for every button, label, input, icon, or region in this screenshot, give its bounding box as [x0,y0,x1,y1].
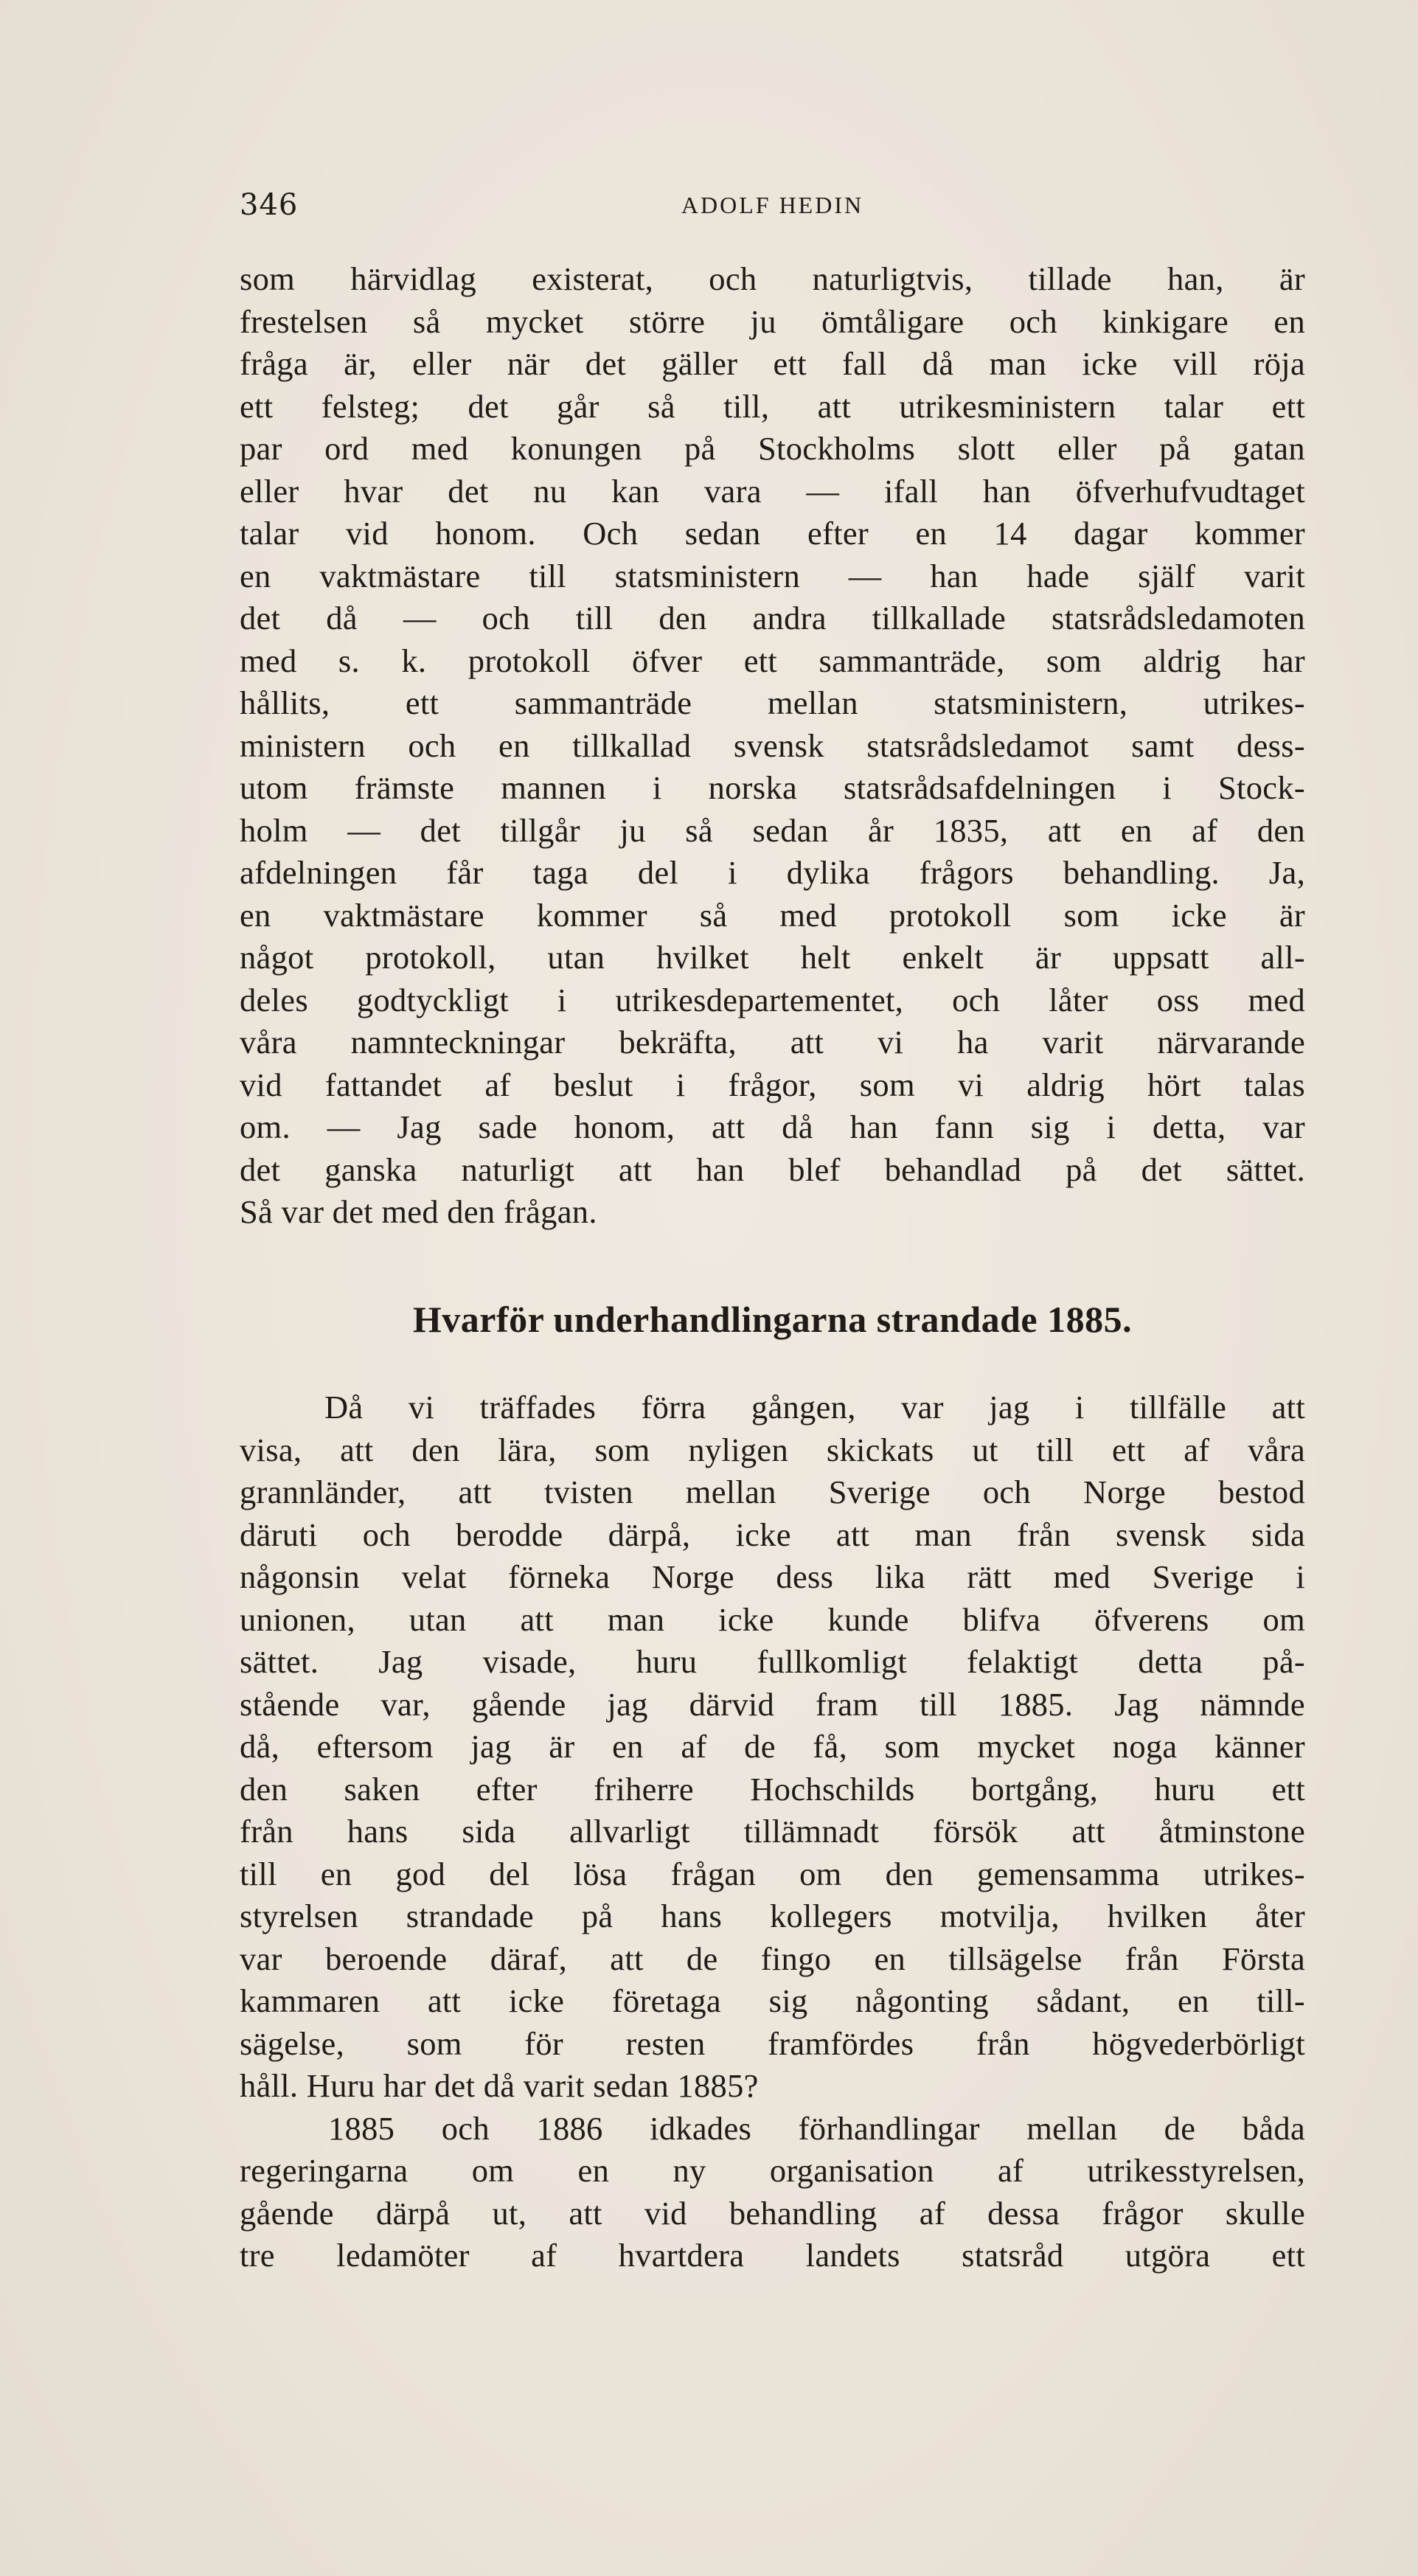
text-line: den saken efter friherre Hochschilds bortgång, huru ett [240,1770,1305,1808]
text-line: som härvidlag existerat, och naturligtvis, tillade han, är [240,260,1305,297]
page-number: 346 [240,188,299,222]
text-line: fråga är, eller när det gäller ett fall då man icke vill röja [240,345,1305,382]
text-line: med s. k. protokoll öfver ett sammanträde, som aldrig har [240,642,1305,679]
text-line: en vaktmästare kommer så med protokoll som icke är [240,896,1305,934]
text-line: deles godtyckligt i utrikesdepartementet, och låter oss med [240,981,1305,1018]
text-line: stående var, gående jag därvid fram till 1885. Jag nämnde [240,1685,1305,1723]
text-line: sägelse, som för resten framfördes från högvederbörligt [240,2024,1305,2062]
text-line: det ganska naturligt att han blef behandlad på det sättet. [240,1150,1305,1188]
text-line: regeringarna om en ny organisation af utrikesstyrelsen, [240,2152,1305,2189]
text-line: Så var det med den frågan. [240,1193,597,1230]
text-line: afdelningen får taga del i dylika frågors behandling. Ja, [240,854,1305,891]
text-line: ministern och en tillkallad svensk statsrådsledamot samt dess- [240,726,1305,764]
text-line: vid fattandet af beslut i frågor, som vi aldrig hört talas [240,1066,1305,1103]
text-line: håll. Huru har det då varit sedan 1885? [240,2067,759,2104]
text-line: par ord med konungen på Stockholms slott eller på gatan [240,430,1305,467]
text-line: sättet. Jag visade, huru fullkomligt felaktigt detta på- [240,1643,1305,1680]
text-line: visa, att den lära, som nyligen skickats ut till ett af våra [240,1431,1305,1468]
paragraph-one [240,258,1305,1234]
text-line: grannländer, att tvisten mellan Sverige och Norge bestod [240,1473,1305,1510]
text-line: frestelsen så mycket större ju ömtåligare och kinkigare en [240,302,1305,340]
text-line: ett felsteg; det går så till, att utrikesministern talar ett [240,387,1305,425]
running-head [240,188,1305,232]
text-line: tre ledamöter af hvartdera landets statsråd utgöra ett [240,2237,1305,2274]
text-line: eller hvar det nu kan vara — ifall han öfverhufvudtaget [240,472,1305,510]
text-line: 1885 och 1886 idkades förhandlingar mellan de båda [328,2109,1305,2147]
section-heading: Hvarför underhandlingarna strandade 1885. [412,1299,1133,1340]
text-line: kammaren att icke företaga sig någonting sådant, en till- [240,1982,1305,2019]
text-line: holm — det tillgår ju så sedan år 1835, att en af den [240,811,1305,849]
text-line: en vaktmästare till statsministern — han hade själf varit [240,557,1305,594]
text-line: våra namnteckningar bekräfta, att vi ha varit närvarande [240,1024,1305,1060]
text-line: däruti och berodde därpå, icke att man från svensk sida [240,1516,1305,1553]
paragraph-two [240,1386,1305,2277]
running-title: ADOLF HEDIN [681,192,864,218]
text-line: det då — och till den andra tillkallade statsrådsledamoten [240,600,1305,636]
text-line: då, eftersom jag är en af de få, som mycket noga känner [240,1728,1305,1765]
text-line: till en god del lösa frågan om den gemensamma utrikes- [240,1855,1305,1892]
text-line: unionen, utan att man icke kunde blifva öfverens om [240,1600,1305,1638]
text-line: gående därpå ut, att vid behandling af dessa frågor skulle [240,2194,1305,2232]
text-line: Då vi träffades förra gången, var jag i tillfälle att [324,1389,1305,1426]
text-line: talar vid honom. Och sedan efter en 14 dagar kommer [240,515,1305,552]
text-line: styrelsen strandade på hans kollegers motvilja, hvilken åter [240,1898,1305,1934]
text-line: något protokoll, utan hvilket helt enkelt är uppsatt all- [240,939,1305,976]
text-line: från hans sida allvarligt tillämnadt försök att åtminstone [240,1813,1305,1850]
text-line: om. — Jag sade honom, att då han fann sig i detta, var [240,1108,1305,1145]
text-line: hållits, ett sammanträde mellan statsministern, utrikes- [240,684,1305,721]
text-line: utom främste mannen i norska statsrådsafdelningen i Stock- [240,769,1305,806]
text-line: var beroende däraf, att de fingo en tillsägelse från Första [240,1940,1305,1977]
text-line: någonsin velat förneka Norge dess lika rätt med Sverige i [240,1558,1305,1595]
